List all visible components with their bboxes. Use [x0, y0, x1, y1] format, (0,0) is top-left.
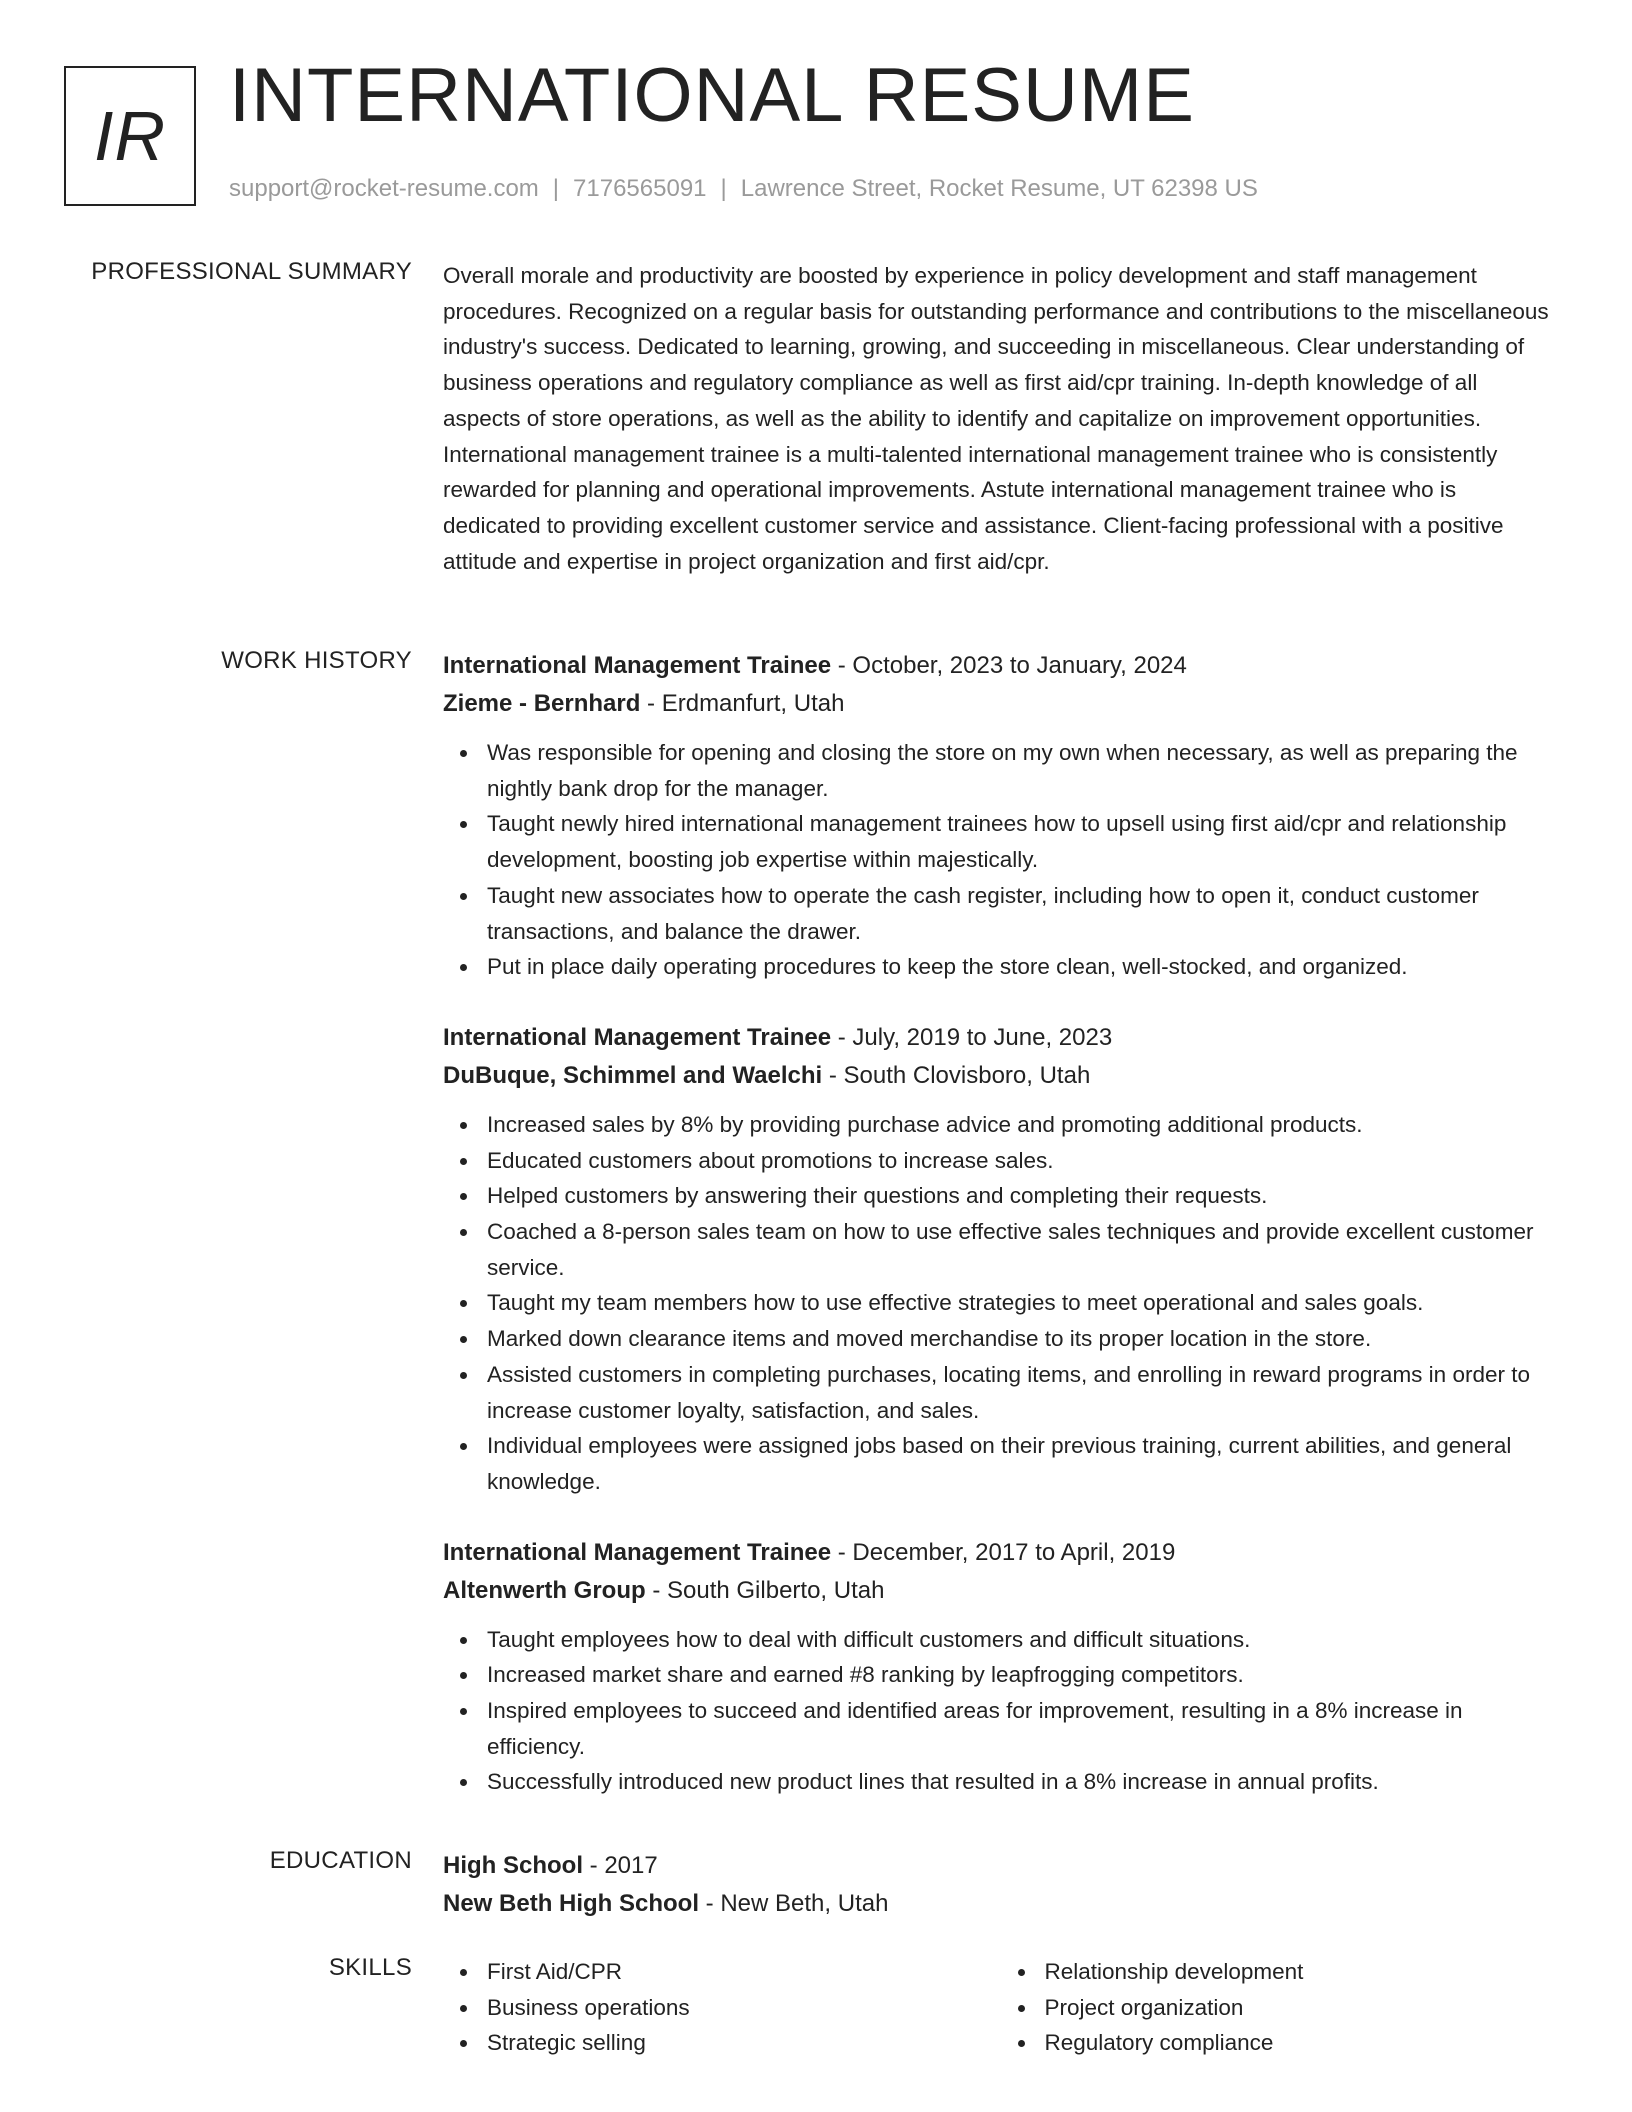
education-school: New Beth High School	[443, 1890, 700, 1917]
summary-body	[443, 258, 1558, 579]
list-item: Taught newly hired international management trainees how to upsell using first aid/cpr and relationship development, boosting job expertise within majestically.	[487, 806, 1558, 877]
list-item: Educated customers about promotions to increase sales.	[487, 1143, 1558, 1179]
skill-item: Regulatory compliance	[1045, 2025, 1559, 2061]
skill-item: Strategic selling	[487, 2025, 1001, 2061]
contact-line	[229, 175, 1258, 203]
contact-phone[interactable]: 7176565091	[573, 175, 707, 202]
job-bullets	[443, 1622, 1558, 1801]
list-item: Inspired employees to succeed and identified areas for improvement, resulting in a 8% increase in efficiency.	[487, 1693, 1558, 1764]
skill-item: Business operations	[487, 1990, 1001, 2026]
list-item: Successfully introduced new product lines that resulted in a 8% increase in annual profits.	[487, 1764, 1558, 1800]
list-item: Individual employees were assigned jobs based on their previous training, current abilities, and general knowledge.	[487, 1428, 1558, 1499]
list-item: Assisted customers in completing purchases, locating items, and enrolling in reward programs in order to increase customer loyalty, satisfaction, and sales.	[487, 1357, 1558, 1428]
job-company: DuBuque, Schimmel and Waelchi	[443, 1061, 823, 1089]
education-degree: High School	[443, 1852, 583, 1879]
job-title: International Management Trainee	[443, 1538, 832, 1566]
section-heading-work: WORK HISTORY	[221, 647, 412, 674]
section-heading-skills: SKILLS	[328, 1954, 412, 1981]
summary-paragraph: Overall morale and productivity are boosted by experience in policy development and staff management procedures. Recognized on a regular basis for outstanding performance and contributions to the miscellaneous industry's success. Dedicated to learning, growing, and succeeding in miscellaneous. Clear understanding of business operations and regulatory compliance as well as first aid/cpr training. In-depth knowledge of all aspects of store operations, as well as the ability to identify and capitalize on improvement opportunities. International management trainee is a multi-talented international management trainee who is consistently rewarded for planning and operational improvements. Astute international management trainee who is dedicated to providing excellent customer service and assistance. Client-facing professional with a positive attitude and expertise in project organization and first aid/cpr.	[443, 263, 1549, 574]
contact-separator: |	[720, 175, 727, 202]
list-item: Increased sales by 8% by providing purchase advice and promoting additional products.	[487, 1107, 1558, 1143]
job-company-line	[443, 1572, 1558, 1610]
list-item: Increased market share and earned #8 ranking by leapfrogging competitors.	[487, 1657, 1558, 1693]
job-company: Altenwerth Group	[443, 1576, 646, 1604]
contact-address: Lawrence Street, Rocket Resume, UT 62398 US	[740, 175, 1258, 202]
job-dates: - December, 2017 to April, 2019	[831, 1538, 1176, 1566]
contact-separator: |	[552, 175, 560, 202]
skill-item: Project organization	[1045, 1990, 1559, 2026]
job-bullets	[443, 735, 1558, 985]
list-item: Taught my team members how to use effective strategies to meet operational and sales goals.	[487, 1285, 1558, 1321]
list-item: Coached a 8-person sales team on how to use effective sales techniques and provide excellent customer service.	[487, 1214, 1558, 1285]
monogram-text: IR	[94, 97, 166, 175]
skills-columns	[443, 1954, 1558, 2061]
list-item: Taught employees how to deal with difficult customers and difficult situations.	[487, 1622, 1558, 1658]
job-title: International Management Trainee	[443, 1023, 832, 1051]
job-entry	[443, 1019, 1558, 1500]
education-school-line	[443, 1885, 1558, 1923]
job-dates: - October, 2023 to January, 2024	[831, 652, 1187, 679]
job-location: - South Gilberto, Utah	[645, 1576, 885, 1604]
skill-item: Relationship development	[1045, 1954, 1559, 1990]
education-body	[443, 1847, 1558, 1923]
skills-body	[443, 1954, 1558, 2061]
job-dates: - July, 2019 to June, 2023	[831, 1023, 1113, 1051]
section-heading-education: EDUCATION	[269, 1847, 412, 1874]
job-location: - Erdmanfurt, Utah	[640, 690, 845, 717]
list-item: Put in place daily operating procedures to keep the store clean, well-stocked, and organized.	[487, 949, 1558, 985]
job-location: - South Clovisboro, Utah	[822, 1061, 1091, 1089]
job-company-line	[443, 685, 1558, 723]
list-item: Helped customers by answering their questions and completing their requests.	[487, 1178, 1558, 1214]
job-title-line	[443, 647, 1558, 685]
list-item: Was responsible for opening and closing the store on my own when necessary, as well as preparing the nightly bank drop for the manager.	[487, 735, 1558, 806]
job-company: Zieme - Bernhard	[443, 690, 641, 717]
education-degree-line	[443, 1847, 1558, 1885]
job-entry	[443, 647, 1558, 985]
section-heading-summary: PROFESSIONAL SUMMARY	[91, 258, 412, 285]
job-title: International Management Trainee	[443, 652, 832, 679]
job-bullets	[443, 1107, 1558, 1500]
monogram-logo	[64, 66, 196, 206]
resume-title: INTERNATIONAL RESUME	[229, 53, 1195, 138]
job-entry	[443, 1534, 1558, 1801]
skills-list-right	[1001, 1954, 1559, 2061]
job-title-line	[443, 1019, 1558, 1057]
skills-list-left	[443, 1954, 1001, 2061]
education-year: - 2017	[583, 1852, 658, 1879]
contact-email[interactable]: support@rocket-resume.com	[229, 175, 539, 202]
job-title-line	[443, 1534, 1558, 1572]
job-company-line	[443, 1057, 1558, 1095]
skill-item: First Aid/CPR	[487, 1954, 1001, 1990]
list-item: Marked down clearance items and moved merchandise to its proper location in the store.	[487, 1321, 1558, 1357]
education-location: - New Beth, Utah	[699, 1890, 889, 1917]
work-history-body	[443, 647, 1558, 1814]
list-item: Taught new associates how to operate the cash register, including how to open it, conduct customer transactions, and balance the drawer.	[487, 878, 1558, 949]
